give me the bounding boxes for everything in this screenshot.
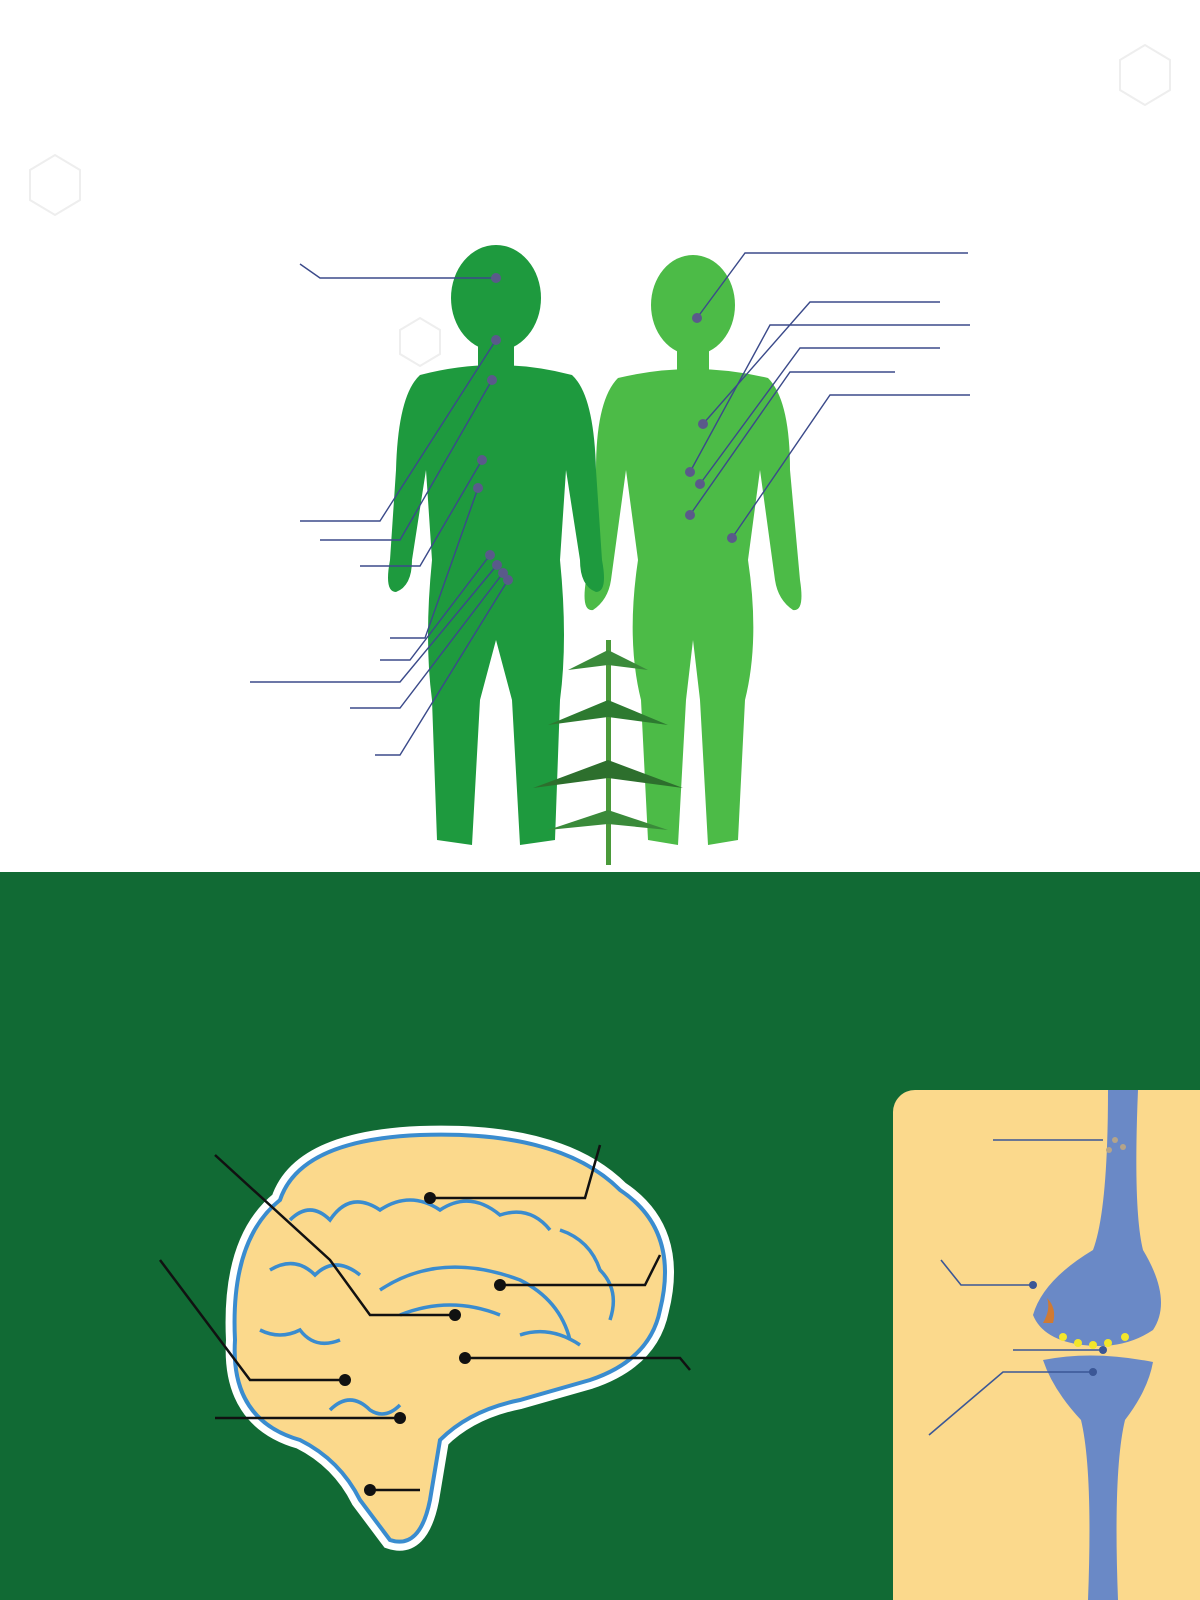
- synapse-panel: [893, 1090, 1200, 1600]
- brain-illustration: [0, 1080, 890, 1600]
- female-silhouette: [585, 255, 802, 845]
- synapse-illustration: [893, 1090, 1200, 1600]
